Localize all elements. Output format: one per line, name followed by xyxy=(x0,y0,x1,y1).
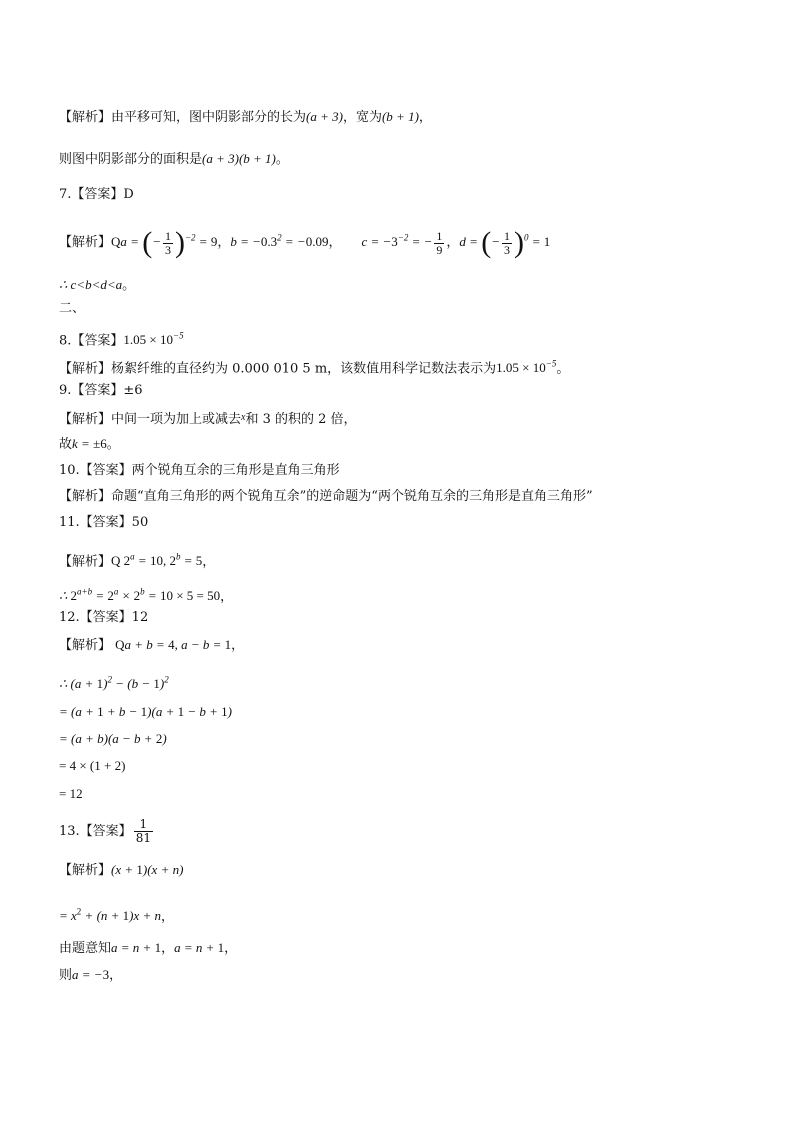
text-line: 9.【答案】±6 xyxy=(59,383,143,398)
text-line: ∴ $2^{a+b} = 2^a \times 2^b = 10 \times 5 = 50$， xyxy=(59,587,234,605)
text-line: ∴ $(a + 1)^2 - (b - 1)^2$ xyxy=(59,675,169,692)
text-line: = $x^2 + (n + 1)x + n$， xyxy=(59,907,175,925)
text-line: = 4 × (1 + 2) xyxy=(59,758,126,773)
text-line: 【解析】 Qa + b = 4, a − b = 1， xyxy=(59,637,245,653)
text-line: 【解析】命题“直角三角形的两个锐角互余”的逆命题为“两个锐角互余的三角形是直角三角形” xyxy=(59,489,593,504)
text-line: 【解析】由平移可知，图中阴影部分的长为(a + 3)，宽为(b + 1)， xyxy=(59,109,432,125)
text-line: 8.【答案】$1.05 \times 10^{-5}$ xyxy=(59,331,184,349)
text-line: 【解析】Qa = (− $\frac{1}{3}$ )$^{-2}$ = 9，$b = -0.3^2 = -0.09$， $c = -3^{-2}$ = − $\frac{1}{9}$ ，d = (− $\frac{1}{3}$ )$^0$ = 1 xyxy=(59,226,551,259)
text-line: 则a = −3， xyxy=(59,967,123,983)
text-line: 则图中阴影部分的面积是(a + 3)(b + 1)。 xyxy=(59,151,289,167)
text-line: 13.【答案】 $\frac{1}{81}$ xyxy=(59,817,151,845)
text-line: = (a + b)(a − b + 2) xyxy=(59,731,167,746)
text-line: 故k = ±6。 xyxy=(59,436,120,452)
text-line: 【解析】中间一项为加上或减去$^x$和 3 的积的 2 倍， xyxy=(59,412,357,427)
text-line: = 12 xyxy=(59,786,83,801)
text-line: = (a + 1 + b − 1)(a + 1 − b + 1) xyxy=(59,704,232,719)
text-line: 11.【答案】50 xyxy=(59,515,149,530)
text-line: 由题意知a = n + 1，a = n + 1， xyxy=(59,940,238,956)
text-line: 【解析】Q $2^a = 10$, $2^b = 5$， xyxy=(59,552,216,570)
text-line: 二、 xyxy=(59,301,86,316)
text-line: ∴ c<b<d<a。 xyxy=(59,277,136,293)
text-line: 10.【答案】两个锐角互余的三角形是直角三角形 xyxy=(59,463,340,478)
text-line: 【解析】杨絮纤维的直径约为 0.000 010 5 m，该数值用科学记数法表示为$1.05 \times 10^{-5}$。 xyxy=(59,359,570,377)
text-line: 7.【答案】D xyxy=(59,187,134,202)
text-line: 12.【答案】12 xyxy=(59,610,149,625)
text-line: 【解析】(x + 1)(x + n) xyxy=(59,862,184,878)
